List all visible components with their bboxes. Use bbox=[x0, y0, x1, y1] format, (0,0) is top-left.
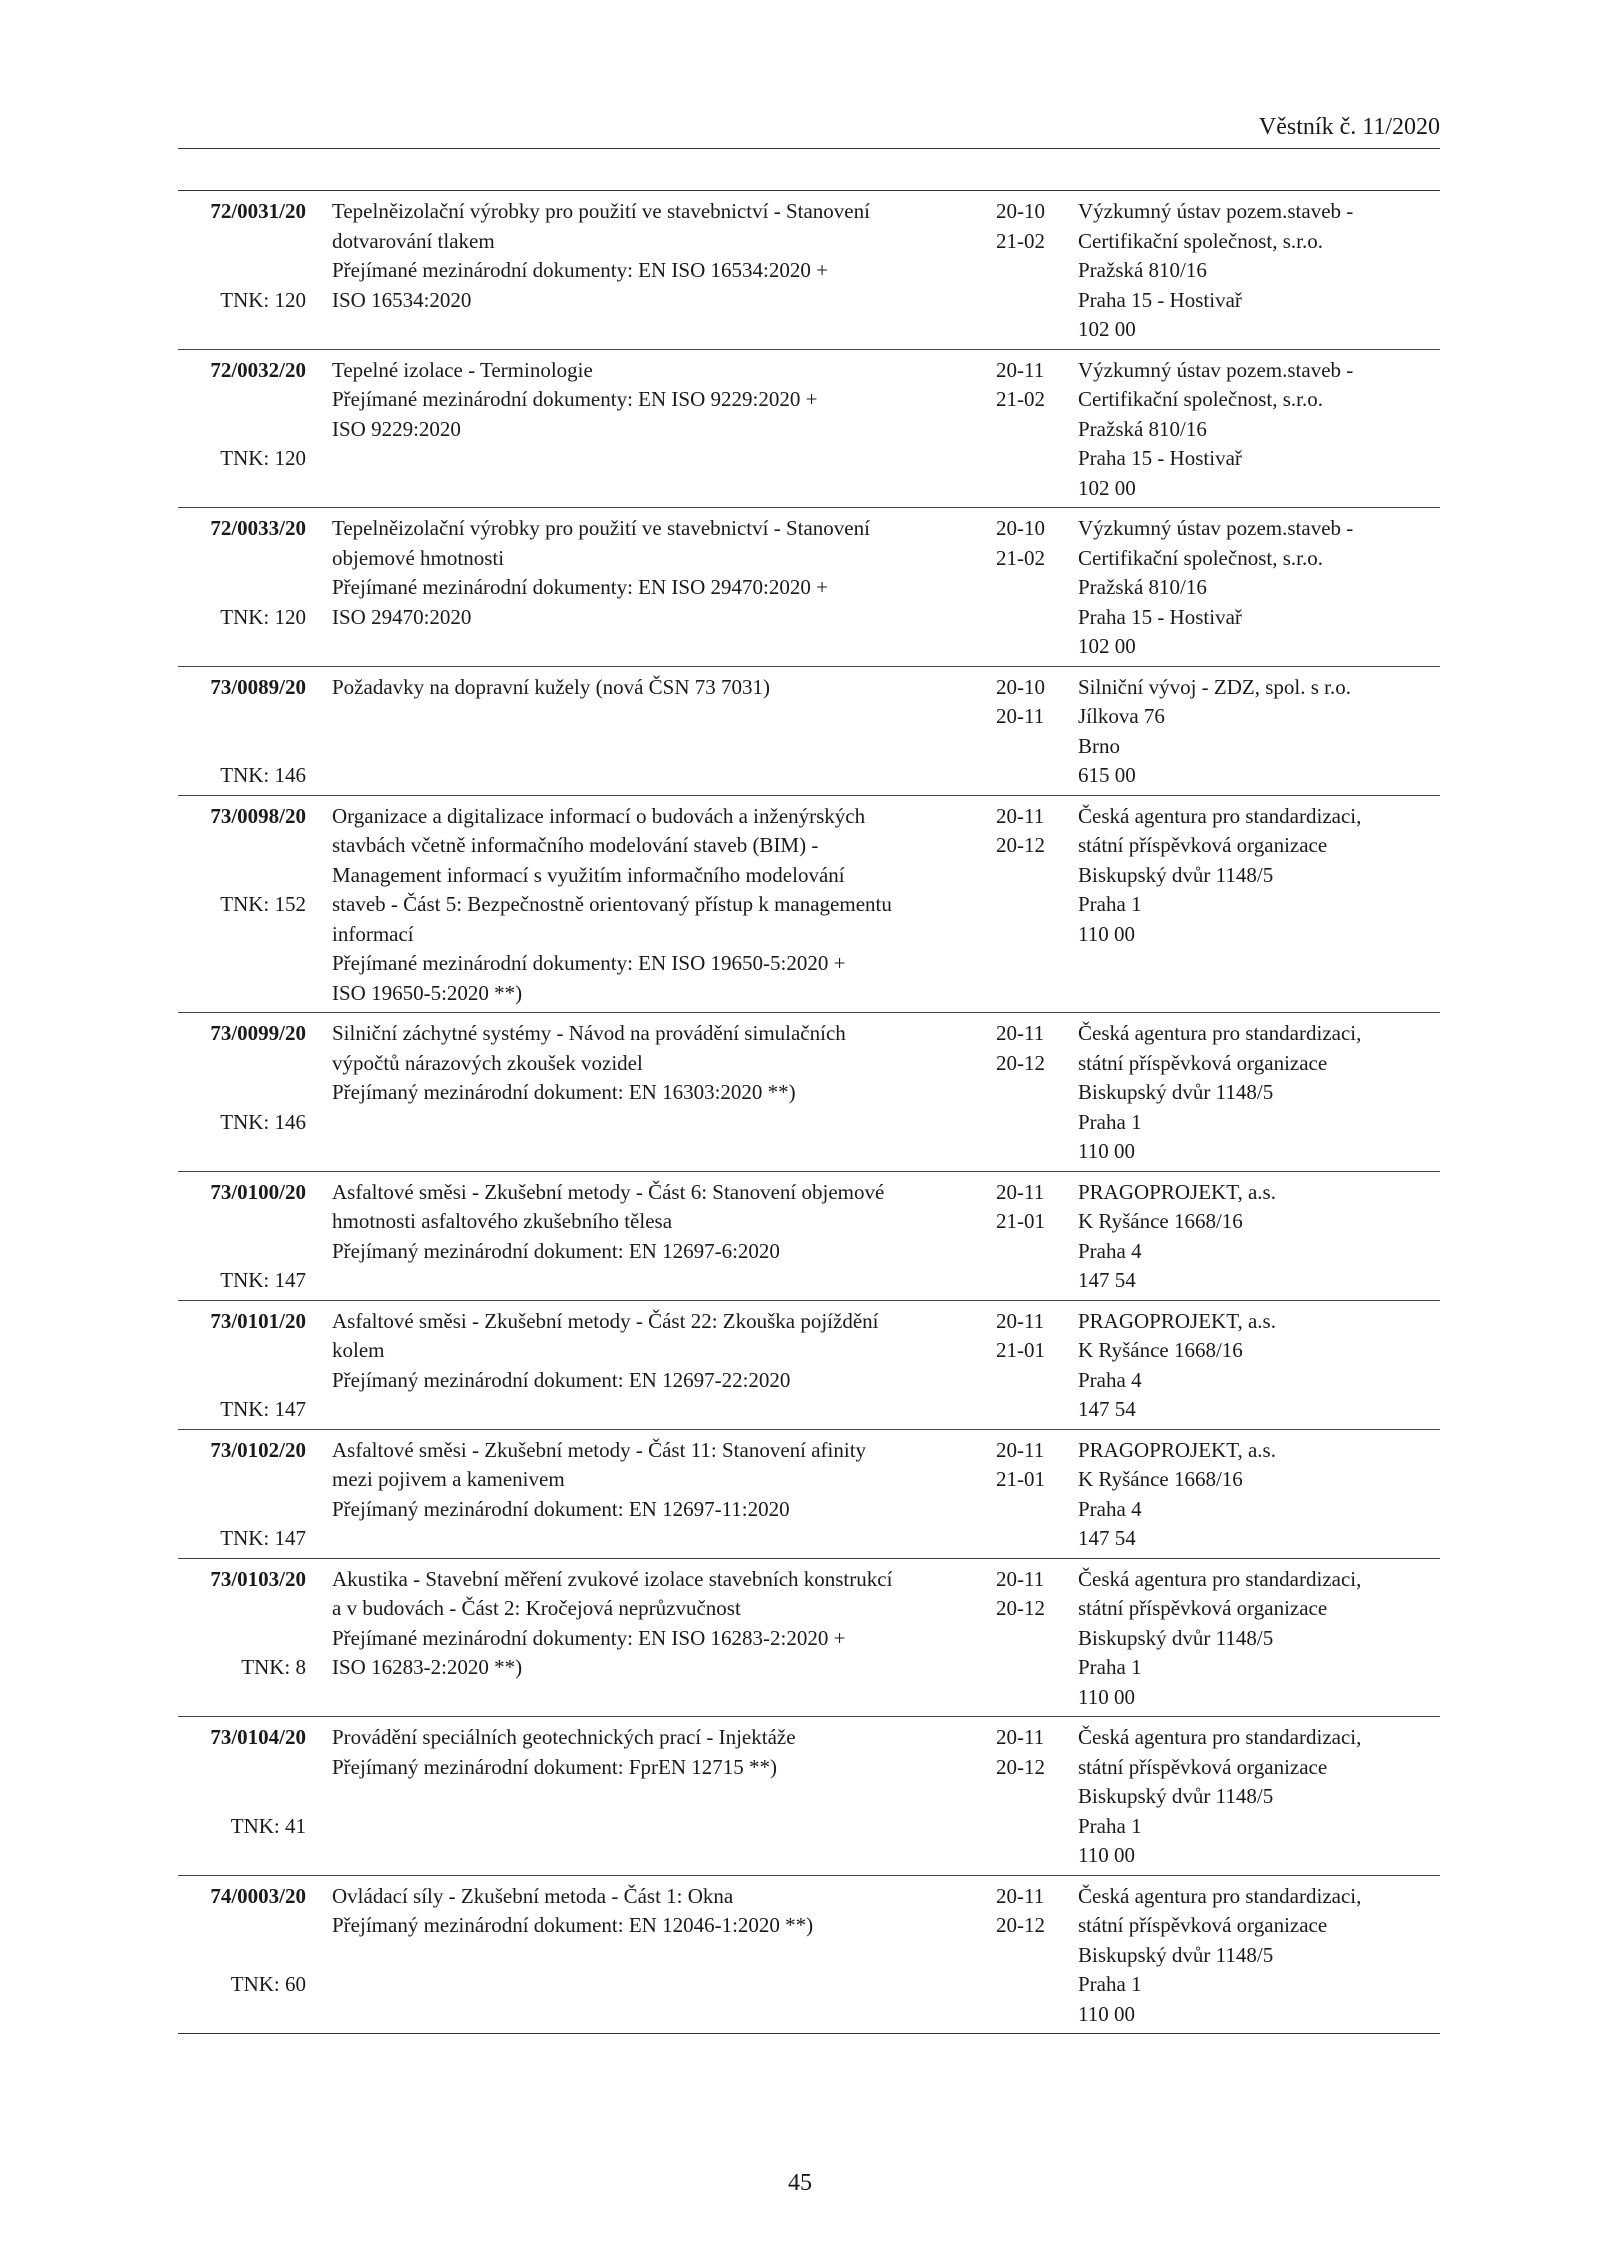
standard-title-line: Přejímaný mezinárodní dokument: EN 12697-6:2020 bbox=[332, 1238, 780, 1263]
standard-title-line: mezi pojivem a kamenivem bbox=[332, 1467, 565, 1491]
date-value: 20-11 bbox=[996, 1179, 1045, 1204]
org-line: Biskupský dvůr 1148/5 bbox=[1078, 1784, 1274, 1808]
page-number: 45 bbox=[788, 2170, 812, 2196]
date-value: 21-01 bbox=[996, 1338, 1045, 1362]
tnk-label: TNK: 147 bbox=[220, 1268, 306, 1292]
org-line: státní příspěvková organizace bbox=[1078, 1913, 1328, 1937]
org-line: Praha 4 bbox=[1078, 1238, 1142, 1263]
org-line: Výzkumný ústav pozem.staveb - bbox=[1078, 357, 1354, 382]
org-line: Praha 1 bbox=[1078, 892, 1142, 916]
date-value: 20-12 bbox=[996, 1596, 1045, 1620]
standard-title-line: Přejímaný mezinárodní dokument: EN 12697-11:2020 bbox=[332, 1496, 790, 1521]
date-value: 20-11 bbox=[996, 704, 1045, 728]
record-number: 73/0100/20 bbox=[210, 1179, 306, 1204]
standard-title-line: Silniční záchytné systémy - Návod na provádění simulačních bbox=[332, 1021, 846, 1045]
standard-title-line: Ovládací síly - Zkušební metoda - Část 1: Okna bbox=[332, 1883, 734, 1908]
standard-title-line: Tepelněizolační výrobky pro použití ve stavebnictví - Stanovení bbox=[332, 199, 870, 223]
standard-title-cell bbox=[332, 1565, 996, 1713]
processor-org-cell bbox=[1078, 1019, 1440, 1167]
record-id-cell bbox=[178, 1178, 306, 1296]
org-line: Výzkumný ústav pozem.staveb - bbox=[1078, 516, 1354, 540]
org-line: 102 00 bbox=[1078, 317, 1136, 341]
standard-title-line: stavbách včetně informačního modelování staveb (BIM) - bbox=[332, 833, 819, 857]
tnk-label: TNK: 147 bbox=[220, 1526, 306, 1550]
org-line: 110 00 bbox=[1078, 2001, 1135, 2026]
record-id-cell bbox=[178, 1436, 306, 1554]
record-number: 73/0101/20 bbox=[210, 1308, 306, 1333]
date-value: 21-01 bbox=[996, 1467, 1045, 1491]
org-line: Česká agentura pro standardizaci, bbox=[1078, 1566, 1362, 1591]
org-line: Certifikační společnost, s.r.o. bbox=[1078, 228, 1323, 253]
processor-org-cell bbox=[1078, 1565, 1440, 1713]
page-header bbox=[178, 112, 1440, 149]
standard-title-cell bbox=[332, 1723, 996, 1871]
dates-cell bbox=[996, 802, 1068, 1009]
org-line: Pražská 810/16 bbox=[1078, 416, 1207, 441]
standard-title-line: kolem bbox=[332, 1338, 385, 1362]
org-line: Praha 1 bbox=[1078, 1813, 1142, 1838]
org-line: Silniční vývoj - ZDZ, spol. s r.o. bbox=[1078, 674, 1351, 699]
standard-title-line: Přejímané mezinárodní dokumenty: EN ISO 16534:2020 + bbox=[332, 258, 828, 282]
org-line: Biskupský dvůr 1148/5 bbox=[1078, 1080, 1274, 1104]
table-row bbox=[178, 796, 1440, 1014]
processor-org-cell bbox=[1078, 1436, 1440, 1554]
date-value: 21-02 bbox=[996, 228, 1045, 253]
tnk-label: TNK: 146 bbox=[220, 763, 306, 787]
date-value: 21-01 bbox=[996, 1209, 1045, 1233]
record-id-cell bbox=[178, 356, 306, 504]
standard-title-line: Přejímané mezinárodní dokumenty: EN ISO 19650-5:2020 + bbox=[332, 951, 846, 975]
standard-title-cell bbox=[332, 673, 996, 791]
standard-title-line: Přejímané mezinárodní dokumenty: EN ISO 29470:2020 + bbox=[332, 575, 828, 599]
standard-title-line: a v budovách - Část 2: Kročejová neprůzvučnost bbox=[332, 1596, 741, 1620]
dates-cell bbox=[996, 1723, 1068, 1871]
standard-title-line: Asfaltové směsi - Zkušební metody - Část 6: Stanovení objemové bbox=[332, 1179, 885, 1204]
org-line: 147 54 bbox=[1078, 1268, 1136, 1292]
date-value: 21-02 bbox=[996, 387, 1045, 411]
date-value: 20-12 bbox=[996, 1754, 1045, 1779]
org-line: 102 00 bbox=[1078, 634, 1136, 658]
record-id-cell bbox=[178, 802, 306, 1009]
date-value: 20-12 bbox=[996, 1913, 1045, 1937]
dates-cell bbox=[996, 1882, 1068, 2030]
date-value: 20-11 bbox=[996, 803, 1045, 828]
standard-title-cell bbox=[332, 356, 996, 504]
record-id-cell bbox=[178, 1565, 306, 1713]
standard-title-line: objemové hmotnosti bbox=[332, 545, 505, 570]
tnk-label: TNK: 152 bbox=[220, 892, 306, 916]
org-line: Praha 15 - Hostivař bbox=[1078, 604, 1242, 629]
tnk-label: TNK: 146 bbox=[220, 1109, 306, 1134]
org-line: Biskupský dvůr 1148/5 bbox=[1078, 862, 1274, 887]
standard-title-line: informací bbox=[332, 921, 414, 946]
standard-title-line: Požadavky na dopravní kužely (nová ČSN 73 7031) bbox=[332, 674, 770, 699]
record-id-cell bbox=[178, 673, 306, 791]
org-line: Praha 15 - Hostivař bbox=[1078, 287, 1242, 312]
org-line: 147 54 bbox=[1078, 1397, 1136, 1421]
org-line: 110 00 bbox=[1078, 1139, 1135, 1163]
tnk-label: TNK: 41 bbox=[230, 1813, 306, 1838]
standard-title-line: Tepelné izolace - Terminologie bbox=[332, 357, 593, 382]
org-line: Pražská 810/16 bbox=[1078, 575, 1207, 599]
org-line: Certifikační společnost, s.r.o. bbox=[1078, 387, 1323, 411]
dates-cell bbox=[996, 356, 1068, 504]
org-line: 615 00 bbox=[1078, 763, 1136, 787]
standard-title-line: Akustika - Stavební měření zvukové izolace stavebních konstrukcí bbox=[332, 1566, 893, 1591]
org-line: Biskupský dvůr 1148/5 bbox=[1078, 1625, 1274, 1650]
standard-title-line: Asfaltové směsi - Zkušební metody - Část 22: Zkouška pojíždění bbox=[332, 1308, 879, 1333]
org-line: Česká agentura pro standardizaci, bbox=[1078, 1725, 1362, 1749]
record-number: 73/0089/20 bbox=[210, 674, 306, 699]
org-line: Jílkova 76 bbox=[1078, 704, 1165, 728]
org-line: Výzkumný ústav pozem.staveb - bbox=[1078, 199, 1354, 223]
org-line: Česká agentura pro standardizaci, bbox=[1078, 803, 1362, 828]
processor-org-cell bbox=[1078, 1178, 1440, 1296]
dates-cell bbox=[996, 514, 1068, 662]
org-line: státní příspěvková organizace bbox=[1078, 833, 1328, 857]
processor-org-cell bbox=[1078, 1882, 1440, 2030]
date-value: 20-11 bbox=[996, 1883, 1045, 1908]
date-value: 20-12 bbox=[996, 833, 1045, 857]
table-row bbox=[178, 508, 1440, 667]
dates-cell bbox=[996, 1565, 1068, 1713]
record-number: 73/0103/20 bbox=[210, 1566, 306, 1591]
record-number: 73/0098/20 bbox=[210, 803, 306, 828]
table-row bbox=[178, 350, 1440, 509]
table-row bbox=[178, 1717, 1440, 1876]
tnk-label: TNK: 147 bbox=[220, 1397, 306, 1421]
tnk-label: TNK: 120 bbox=[220, 287, 306, 312]
org-line: PRAGOPROJEKT, a.s. bbox=[1078, 1437, 1276, 1462]
processor-org-cell bbox=[1078, 802, 1440, 1009]
org-line: státní příspěvková organizace bbox=[1078, 1754, 1328, 1779]
tnk-label: TNK: 120 bbox=[220, 446, 306, 470]
record-number: 72/0032/20 bbox=[210, 357, 306, 382]
tnk-label: TNK: 120 bbox=[220, 604, 306, 629]
org-line: Brno bbox=[1078, 733, 1120, 758]
record-number: 72/0031/20 bbox=[210, 199, 306, 223]
table-row bbox=[178, 1559, 1440, 1718]
org-line: Praha 1 bbox=[1078, 1109, 1142, 1134]
standard-title-line: Přejímané mezinárodní dokumenty: EN ISO 16283-2:2020 + bbox=[332, 1625, 846, 1650]
org-line: Praha 1 bbox=[1078, 1655, 1142, 1679]
standard-title-line: Organizace a digitalizace informací o budovách a inženýrských bbox=[332, 803, 866, 828]
standard-title-line: ISO 9229:2020 bbox=[332, 416, 461, 441]
standard-title-cell bbox=[332, 1436, 996, 1554]
standard-title-line: hmotnosti asfaltového zkušebního tělesa bbox=[332, 1209, 673, 1233]
date-value: 20-10 bbox=[996, 674, 1045, 699]
org-line: Česká agentura pro standardizaci, bbox=[1078, 1021, 1362, 1045]
org-line: 147 54 bbox=[1078, 1526, 1136, 1550]
table-row bbox=[178, 1301, 1440, 1430]
date-value: 20-11 bbox=[996, 1437, 1045, 1462]
date-value: 20-12 bbox=[996, 1050, 1045, 1075]
org-line: K Ryšánce 1668/16 bbox=[1078, 1338, 1243, 1362]
org-line: státní příspěvková organizace bbox=[1078, 1050, 1328, 1075]
tnk-label: TNK: 60 bbox=[230, 1972, 306, 1996]
processor-org-cell bbox=[1078, 673, 1440, 791]
tnk-label: TNK: 8 bbox=[241, 1655, 306, 1679]
standard-title-line: Přejímaný mezinárodní dokument: EN 12046-1:2020 **) bbox=[332, 1913, 814, 1937]
date-value: 20-10 bbox=[996, 516, 1045, 540]
standard-title-line: Management informací s využitím informačního modelování bbox=[332, 862, 845, 887]
org-line: Certifikační společnost, s.r.o. bbox=[1078, 545, 1323, 570]
dates-cell bbox=[996, 197, 1068, 345]
date-value: 20-11 bbox=[996, 1566, 1045, 1591]
table-row bbox=[178, 667, 1440, 796]
record-number: 72/0033/20 bbox=[210, 516, 306, 540]
org-line: Praha 1 bbox=[1078, 1972, 1142, 1996]
table-row bbox=[178, 1430, 1440, 1559]
dates-cell bbox=[996, 1178, 1068, 1296]
processor-org-cell bbox=[1078, 356, 1440, 504]
date-value: 21-02 bbox=[996, 545, 1045, 570]
standard-title-line: ISO 19650-5:2020 **) bbox=[332, 980, 523, 1005]
standard-title-line: staveb - Část 5: Bezpečnostně orientovaný přístup k managementu bbox=[332, 892, 892, 916]
standard-title-line: Tepelněizolační výrobky pro použití ve stavebnictví - Stanovení bbox=[332, 516, 870, 540]
standard-title-cell bbox=[332, 1178, 996, 1296]
standard-title-cell bbox=[332, 1019, 996, 1167]
table-row bbox=[178, 1172, 1440, 1301]
org-line: Praha 4 bbox=[1078, 1367, 1142, 1392]
org-line: PRAGOPROJEKT, a.s. bbox=[1078, 1308, 1276, 1333]
org-line: 110 00 bbox=[1078, 1684, 1135, 1709]
standards-table bbox=[178, 190, 1440, 2034]
processor-org-cell bbox=[1078, 197, 1440, 345]
dates-cell bbox=[996, 1436, 1068, 1554]
org-line: K Ryšánce 1668/16 bbox=[1078, 1209, 1243, 1233]
record-number: 73/0102/20 bbox=[210, 1437, 306, 1462]
org-line: Biskupský dvůr 1148/5 bbox=[1078, 1942, 1274, 1967]
record-id-cell bbox=[178, 1723, 306, 1871]
record-id-cell bbox=[178, 1019, 306, 1167]
date-value: 20-11 bbox=[996, 357, 1045, 382]
standard-title-line: výpočtů nárazových zkoušek vozidel bbox=[332, 1050, 643, 1075]
record-number: 73/0104/20 bbox=[210, 1725, 306, 1749]
standard-title-line: Přejímaný mezinárodní dokument: FprEN 12715 **) bbox=[332, 1754, 778, 1779]
date-value: 20-11 bbox=[996, 1308, 1045, 1333]
date-value: 20-10 bbox=[996, 199, 1045, 223]
record-id-cell bbox=[178, 197, 306, 345]
standard-title-cell bbox=[332, 1882, 996, 2030]
org-line: 110 00 bbox=[1078, 921, 1135, 946]
dates-cell bbox=[996, 1307, 1068, 1425]
standard-title-cell bbox=[332, 514, 996, 662]
standard-title-line: Přejímaný mezinárodní dokument: EN 16303:2020 **) bbox=[332, 1080, 796, 1104]
standard-title-line: dotvarování tlakem bbox=[332, 228, 495, 253]
standard-title-line: ISO 29470:2020 bbox=[332, 604, 472, 629]
org-line: Pražská 810/16 bbox=[1078, 258, 1207, 282]
standard-title-cell bbox=[332, 802, 996, 1009]
org-line: 110 00 bbox=[1078, 1843, 1135, 1867]
record-number: 74/0003/20 bbox=[210, 1883, 306, 1908]
dates-cell bbox=[996, 1019, 1068, 1167]
org-line: státní příspěvková organizace bbox=[1078, 1596, 1328, 1620]
date-value: 20-11 bbox=[996, 1021, 1045, 1045]
standard-title-line: Asfaltové směsi - Zkušební metody - Část 11: Stanovení afinity bbox=[332, 1437, 867, 1462]
table-row bbox=[178, 1013, 1440, 1172]
standard-title-line: Přejímaný mezinárodní dokument: EN 12697-22:2020 bbox=[332, 1367, 791, 1392]
journal-title: Věstník č. 11/2020 bbox=[1258, 114, 1440, 140]
processor-org-cell bbox=[1078, 514, 1440, 662]
record-number: 73/0099/20 bbox=[210, 1021, 306, 1045]
standard-title-cell bbox=[332, 1307, 996, 1425]
org-line: 102 00 bbox=[1078, 475, 1136, 500]
date-value: 20-11 bbox=[996, 1725, 1045, 1749]
org-line: Praha 15 - Hostivař bbox=[1078, 446, 1242, 470]
org-line: Praha 4 bbox=[1078, 1496, 1142, 1521]
dates-cell bbox=[996, 673, 1068, 791]
standard-title-cell bbox=[332, 197, 996, 345]
table-row bbox=[178, 1876, 1440, 2034]
org-line: K Ryšánce 1668/16 bbox=[1078, 1467, 1243, 1491]
processor-org-cell bbox=[1078, 1723, 1440, 1871]
table-row bbox=[178, 191, 1440, 350]
standard-title-line: ISO 16283-2:2020 **) bbox=[332, 1655, 523, 1679]
standard-title-line: Přejímané mezinárodní dokumenty: EN ISO 9229:2020 + bbox=[332, 387, 818, 411]
record-id-cell bbox=[178, 1882, 306, 2030]
org-line: Česká agentura pro standardizaci, bbox=[1078, 1883, 1362, 1908]
standard-title-line: Provádění speciálních geotechnických prací - Injektáže bbox=[332, 1725, 796, 1749]
processor-org-cell bbox=[1078, 1307, 1440, 1425]
org-line: PRAGOPROJEKT, a.s. bbox=[1078, 1179, 1276, 1204]
record-id-cell bbox=[178, 1307, 306, 1425]
standard-title-line: ISO 16534:2020 bbox=[332, 287, 472, 312]
record-id-cell bbox=[178, 514, 306, 662]
